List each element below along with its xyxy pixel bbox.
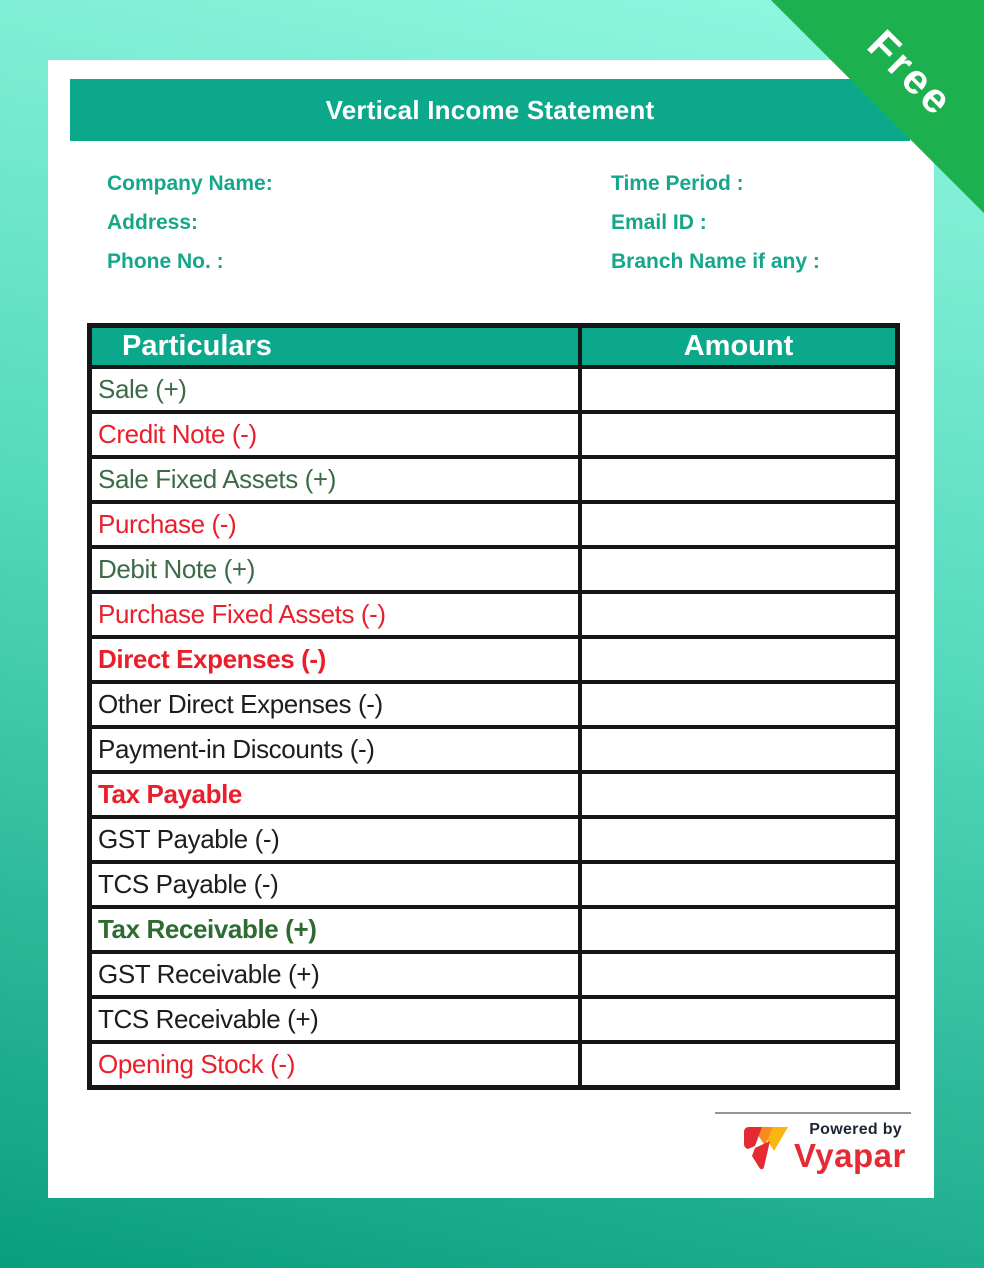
income-statement-table <box>87 323 900 1090</box>
page-title: Vertical Income Statement <box>325 95 655 125</box>
amount-cell <box>580 547 898 592</box>
particulars-cell: Opening Stock (-) <box>90 1042 581 1088</box>
particulars-cell: Other Direct Expenses (-) <box>90 682 581 727</box>
table-row <box>90 772 898 817</box>
vyapar-logo-icon <box>740 1124 790 1174</box>
table-row <box>90 952 898 997</box>
amount-cell <box>580 502 898 547</box>
company-info-right <box>611 172 820 289</box>
particulars-cell: Sale (+) <box>90 367 581 412</box>
table-row <box>90 367 898 412</box>
phone-label: Phone No. : <box>107 250 224 273</box>
amount-column-header: Amount <box>580 326 898 368</box>
amount-cell <box>580 727 898 772</box>
table-row <box>90 907 898 952</box>
time-period-label: Time Period : <box>611 172 744 195</box>
particulars-cell: Sale Fixed Assets (+) <box>90 457 581 502</box>
particulars-cell: Purchase Fixed Assets (-) <box>90 592 581 637</box>
particulars-cell: GST Payable (-) <box>90 817 581 862</box>
particulars-cell: TCS Payable (-) <box>90 862 581 907</box>
particulars-cell: TCS Receivable (+) <box>90 997 581 1042</box>
powered-by-label: Powered by <box>809 1121 902 1138</box>
email-label: Email ID : <box>611 211 707 234</box>
table-row <box>90 547 898 592</box>
free-ribbon-label: Free <box>858 20 964 126</box>
particulars-cell: Credit Note (-) <box>90 412 581 457</box>
table-row <box>90 637 898 682</box>
address-label: Address: <box>107 211 199 234</box>
company-info-left <box>107 172 273 289</box>
particulars-cell: Debit Note (+) <box>90 547 581 592</box>
amount-cell <box>580 952 898 997</box>
amount-cell <box>580 367 898 412</box>
amount-cell <box>580 1042 898 1088</box>
table-header-row <box>90 326 898 368</box>
particulars-cell: GST Receivable (+) <box>90 952 581 997</box>
amount-cell <box>580 682 898 727</box>
amount-cell <box>580 997 898 1042</box>
table-row <box>90 682 898 727</box>
table-row <box>90 502 898 547</box>
amount-cell <box>580 772 898 817</box>
vyapar-logo-text: Vyapar <box>794 1137 906 1174</box>
table-row <box>90 862 898 907</box>
particulars-cell: Direct Expenses (-) <box>90 637 581 682</box>
amount-cell <box>580 817 898 862</box>
amount-cell <box>580 457 898 502</box>
table-row <box>90 817 898 862</box>
particulars-cell: Payment-in Discounts (-) <box>90 727 581 772</box>
amount-cell <box>580 637 898 682</box>
particulars-cell: Purchase (-) <box>90 502 581 547</box>
title-banner <box>70 79 910 141</box>
document-card <box>48 60 934 1198</box>
table-row <box>90 997 898 1042</box>
amount-cell <box>580 907 898 952</box>
particulars-column-header: Particulars <box>90 326 581 368</box>
table-row <box>90 1042 898 1088</box>
table-row <box>90 412 898 457</box>
footer-divider <box>715 1112 911 1114</box>
particulars-cell: Tax Receivable (+) <box>90 907 581 952</box>
table-row <box>90 457 898 502</box>
amount-cell <box>580 412 898 457</box>
particulars-cell: Tax Payable <box>90 772 581 817</box>
branch-label: Branch Name if any : <box>611 250 820 273</box>
amount-cell <box>580 592 898 637</box>
amount-cell <box>580 862 898 907</box>
table-row <box>90 592 898 637</box>
company-name-label: Company Name: <box>107 172 273 195</box>
table-row <box>90 727 898 772</box>
